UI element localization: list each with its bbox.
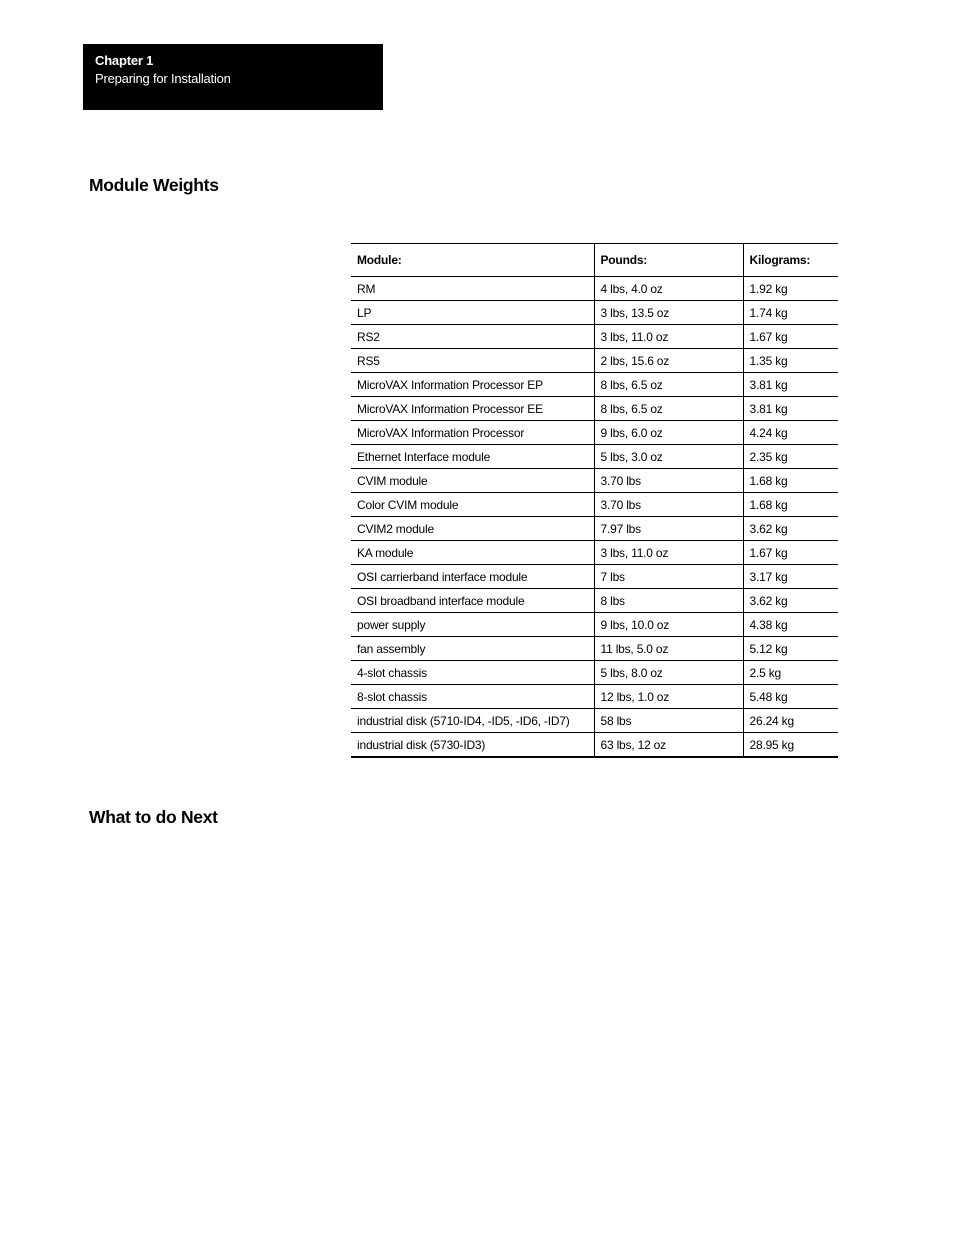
table-row xyxy=(351,373,838,397)
cell-pounds: 8 lbs, 6.5 oz xyxy=(594,373,743,397)
cell-pounds: 8 lbs, 6.5 oz xyxy=(594,397,743,421)
cell-kilograms: 2.5 kg xyxy=(743,661,838,685)
table-body xyxy=(351,277,838,758)
column-header-pounds: Pounds: xyxy=(594,244,743,277)
column-header-module: Module: xyxy=(351,244,594,277)
table-header-row xyxy=(351,244,838,277)
cell-module: power supply xyxy=(351,613,594,637)
cell-pounds: 9 lbs, 10.0 oz xyxy=(594,613,743,637)
cell-pounds: 5 lbs, 8.0 oz xyxy=(594,661,743,685)
cell-module: MicroVAX Information Processor EP xyxy=(351,373,594,397)
cell-pounds: 2 lbs, 15.6 oz xyxy=(594,349,743,373)
cell-pounds: 3 lbs, 11.0 oz xyxy=(594,325,743,349)
table-row xyxy=(351,397,838,421)
cell-kilograms: 3.81 kg xyxy=(743,397,838,421)
table-row xyxy=(351,661,838,685)
cell-kilograms: 28.95 kg xyxy=(743,733,838,758)
cell-kilograms: 3.62 kg xyxy=(743,517,838,541)
table-row xyxy=(351,613,838,637)
cell-pounds: 7.97 lbs xyxy=(594,517,743,541)
cell-kilograms: 1.35 kg xyxy=(743,349,838,373)
cell-pounds: 58 lbs xyxy=(594,709,743,733)
cell-pounds: 4 lbs, 4.0 oz xyxy=(594,277,743,301)
cell-module: RS5 xyxy=(351,349,594,373)
table-row xyxy=(351,493,838,517)
table-row xyxy=(351,325,838,349)
cell-pounds: 11 lbs, 5.0 oz xyxy=(594,637,743,661)
cell-kilograms: 26.24 kg xyxy=(743,709,838,733)
cell-kilograms: 3.62 kg xyxy=(743,589,838,613)
cell-kilograms: 1.68 kg xyxy=(743,469,838,493)
cell-module: LP xyxy=(351,301,594,325)
cell-module: RS2 xyxy=(351,325,594,349)
cell-kilograms: 5.12 kg xyxy=(743,637,838,661)
table-row xyxy=(351,589,838,613)
module-weights-heading: Module Weights xyxy=(89,175,219,195)
table-row xyxy=(351,445,838,469)
table-row xyxy=(351,685,838,709)
cell-module: KA module xyxy=(351,541,594,565)
column-header-kilograms: Kilograms: xyxy=(743,244,838,277)
cell-module: RM xyxy=(351,277,594,301)
cell-pounds: 8 lbs xyxy=(594,589,743,613)
cell-module: MicroVAX Information Processor xyxy=(351,421,594,445)
cell-module: Color CVIM module xyxy=(351,493,594,517)
cell-pounds: 3.70 lbs xyxy=(594,493,743,517)
cell-module: industrial disk (5730-ID3) xyxy=(351,733,594,758)
module-weights-table xyxy=(351,243,838,758)
chapter-label: Chapter 1 xyxy=(95,53,154,68)
table-row xyxy=(351,541,838,565)
cell-module: OSI broadband interface module xyxy=(351,589,594,613)
cell-module: MicroVAX Information Processor EE xyxy=(351,397,594,421)
table-row xyxy=(351,733,838,758)
table-row xyxy=(351,517,838,541)
cell-kilograms: 3.17 kg xyxy=(743,565,838,589)
cell-kilograms: 1.74 kg xyxy=(743,301,838,325)
cell-pounds: 7 lbs xyxy=(594,565,743,589)
cell-pounds: 3 lbs, 13.5 oz xyxy=(594,301,743,325)
cell-module: 8-slot chassis xyxy=(351,685,594,709)
cell-kilograms: 4.38 kg xyxy=(743,613,838,637)
table-row xyxy=(351,277,838,301)
what-to-do-next-heading: What to do Next xyxy=(89,807,218,827)
cell-module: 4-slot chassis xyxy=(351,661,594,685)
table-row xyxy=(351,637,838,661)
cell-kilograms: 1.67 kg xyxy=(743,541,838,565)
cell-kilograms: 2.35 kg xyxy=(743,445,838,469)
table-row xyxy=(351,709,838,733)
cell-pounds: 63 lbs, 12 oz xyxy=(594,733,743,758)
cell-pounds: 3 lbs, 11.0 oz xyxy=(594,541,743,565)
cell-kilograms: 5.48 kg xyxy=(743,685,838,709)
table-row xyxy=(351,349,838,373)
cell-pounds: 12 lbs, 1.0 oz xyxy=(594,685,743,709)
table-row xyxy=(351,565,838,589)
cell-kilograms: 1.68 kg xyxy=(743,493,838,517)
cell-kilograms: 3.81 kg xyxy=(743,373,838,397)
chapter-title: Preparing for Installation xyxy=(95,71,231,86)
chapter-header xyxy=(83,44,383,110)
cell-pounds: 5 lbs, 3.0 oz xyxy=(594,445,743,469)
table-row xyxy=(351,469,838,493)
table-row xyxy=(351,301,838,325)
cell-kilograms: 1.67 kg xyxy=(743,325,838,349)
cell-pounds: 9 lbs, 6.0 oz xyxy=(594,421,743,445)
table-row xyxy=(351,421,838,445)
cell-module: Ethernet Interface module xyxy=(351,445,594,469)
cell-kilograms: 1.92 kg xyxy=(743,277,838,301)
cell-kilograms: 4.24 kg xyxy=(743,421,838,445)
cell-module: fan assembly xyxy=(351,637,594,661)
cell-module: CVIM module xyxy=(351,469,594,493)
cell-module: OSI carrierband interface module xyxy=(351,565,594,589)
cell-module: CVIM2 module xyxy=(351,517,594,541)
cell-module: industrial disk (5710-ID4, -ID5, -ID6, -ID7) xyxy=(351,709,594,733)
cell-pounds: 3.70 lbs xyxy=(594,469,743,493)
